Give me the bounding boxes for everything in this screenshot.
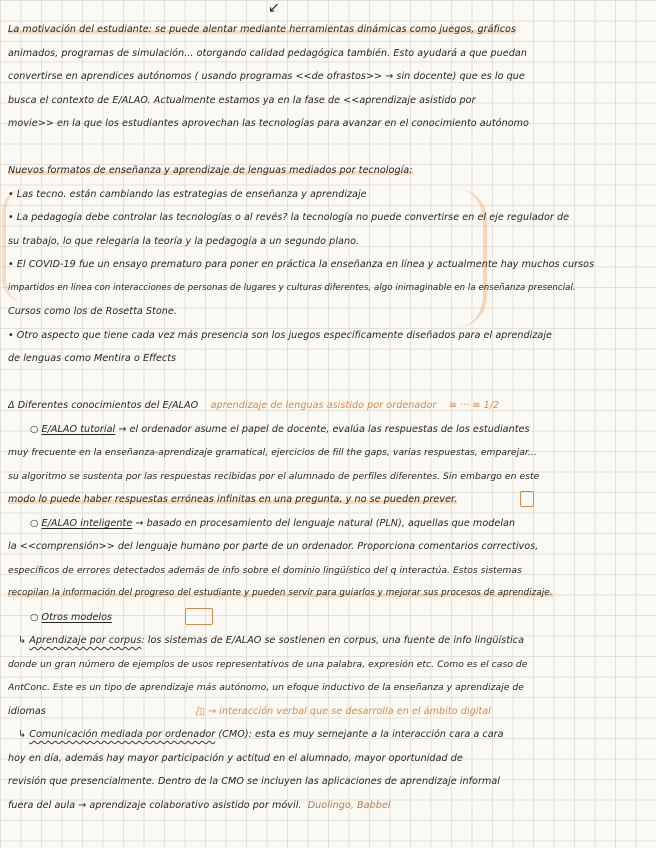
corpus-line-1: ↳ Aprendizaje por corpus: los sistemas de E/ALAO se sostienen en corpus, una fuente de info lingüística xyxy=(18,635,525,646)
bullet-2a: • La pedagogía debe controlar las tecnologías o al revés? la tecnología no puede convertirse en el eje regulador de xyxy=(8,212,570,223)
bullet-4b: de lenguas como Mentira o Effects xyxy=(8,353,177,364)
corpus-line-3: AntConc. Este es un tipo de aprendizaje más autónomo, un efoque inductivo de la enseñanza y aprendizaje de xyxy=(8,682,524,693)
intelligent-line-1: ○ E/ALAO inteligente → basado en procesamiento del lenguaje natural (PLN), aquellas que modelan xyxy=(30,517,516,529)
corpus-text-1: : los sistemas de E/ALAO se sostienen en corpus, una fuente de info lingüística xyxy=(141,635,525,646)
section-heading-ealao xyxy=(8,394,654,418)
intelligent-line-4 xyxy=(8,582,654,606)
other-models-line: ○ Otros modelos xyxy=(8,606,654,630)
intelligent-text-1: → basado en procesamiento del lenguaje natural (PLN), aquellas que modelan xyxy=(135,517,516,529)
tutorial-line-4 xyxy=(8,488,654,512)
cmo-line-1: ↳ Comunicación mediada por ordenador (CMO): esta es muy semejante a la interacción cara a cara xyxy=(18,729,504,740)
bullet-3b: impartidos en línea con interacciones de personas de lugares y culturas diferentes, algo inimaginable en la enseñanza presencial. xyxy=(8,282,576,293)
corpus-line-4 xyxy=(8,700,654,724)
doodle-computer-icon xyxy=(185,608,213,625)
intelligent-label: E/ALAO inteligente xyxy=(41,517,133,529)
handwritten-notes-page xyxy=(8,18,654,817)
section-heading-text: Nuevos formatos de enseñanza y aprendizaje de lenguas mediados por tecnología: xyxy=(8,165,413,176)
top-arrow-doodle: ↙ xyxy=(268,0,280,16)
tutorial-line-3: su algoritmo se sustenta por las respuestas recibidas por el alumnado de perfiles diferentes. Sin embargo en este xyxy=(8,470,540,482)
ealao-heading-text: Δ Diferentes conocimientos del E/ALAO xyxy=(8,400,199,411)
other-models-label: Otros modelos xyxy=(41,611,113,623)
intelligent-line-2: la <<comprensión>> del lenguaje humano por parte de un ordenador. Proporciona comentarios correctivos, xyxy=(8,541,539,552)
tutorial-line-2: muy frecuente en la enseñanza-aprendizaje gramatical, ejercicios de fill the gaps, varias respuestas, emparejar... xyxy=(8,447,537,458)
motivation-line-2: animados, programas de simulación... otorgando calidad pedagógica también. Esto ayudará a que puedan xyxy=(8,47,527,59)
bullet-2b: su trabajo, lo que relegaría la teoría y la pedagogía a un segundo plano. xyxy=(8,235,360,247)
bullet-4a: • Otro aspecto que tiene cada vez más presencia son los juegos específicamente diseñados para el aprendizaje xyxy=(8,329,553,341)
section-heading-new-formats xyxy=(8,159,654,183)
cmo-line-2: hoy en día, además hay mayor participación y actitud en el alumnado, mayor oportunidad de xyxy=(8,752,463,764)
corpus-note: → interacción verbal que se desarrolla en el ámbito digital xyxy=(208,705,491,717)
doodle-box-icon xyxy=(520,491,534,507)
motivation-line-5: movie>> en la que los estudiantes aprovechan las tecnologías para avanzar en el conocimiento autónomo xyxy=(8,118,529,129)
bullet-1: • Las tecno. están cambiando las estrategias de enseñanza y aprendizaje xyxy=(8,188,367,200)
ealao-heading-marks: ≡ ··· ≡ 1/2 xyxy=(448,400,500,411)
cmo-apps: Duolingo, Babbel xyxy=(307,799,391,811)
tutorial-label: E/ALAO tutorial xyxy=(41,423,116,435)
tutorial-text-1: → el ordenador asume el papel de docente, evalúa las respuestas de los estudiantes xyxy=(118,423,530,435)
bullet-3c: Cursos como los de Rosetta Stone. xyxy=(8,306,177,317)
corpus-text-4: idiomas xyxy=(8,705,46,717)
motivation-text-1: La motivación del estudiante: se puede alentar mediante herramientas dinámicas como juegos, gráficos xyxy=(8,24,516,35)
cmo-line-4 xyxy=(8,794,654,818)
ealao-heading-note: aprendizaje de lenguas asistido por ordenador xyxy=(210,400,437,411)
tutorial-text-4: modo lo puede haber respuestas erróneas infinitas en una pregunta, y no se pueden prever. xyxy=(8,494,458,505)
intelligent-line-3: específicos de errores detectados además de info sobre el dominio lingüístico del q interactúa. Estos sistemas xyxy=(8,564,522,576)
motivation-line-4: busca el contexto de E/ALAO. Actualmente estamos ya en la fase de <<aprendizaje asistido por xyxy=(8,94,476,106)
doodle-phone-icon: ⟅▯ xyxy=(195,705,205,717)
corpus-line-2: donde un gran número de ejemplos de usos representativos de una palabra, expresión etc. Como es el caso de xyxy=(8,658,528,670)
spacer xyxy=(8,136,654,160)
tutorial-line-1: ○ E/ALAO tutorial → el ordenador asume el papel de docente, evalúa las respuestas de los estudiantes xyxy=(30,423,530,435)
cmo-text-1: (CMO): esta es muy semejante a la interacción cara a cara xyxy=(218,729,504,740)
corpus-label: Aprendizaje por corpus xyxy=(29,635,142,646)
cmo-line-3: revisión que presencialmente. Dentro de la CMO se incluyen las aplicaciones de aprendizaje informal xyxy=(8,776,500,787)
bullet-3a: • El COVID-19 fue un ensayo prematuro para poner en práctica la enseñanza en línea y actualmente hay muchos cursos xyxy=(8,259,595,270)
motivation-line-1 xyxy=(8,18,654,42)
spacer xyxy=(8,371,654,395)
intelligent-text-4: recopilan la información del progreso del estudiante y pueden servir para guiarlos y mejorar sus procesos de aprendizaje. xyxy=(8,588,553,598)
cmo-label: Comunicación mediada por ordenador xyxy=(29,729,216,740)
cmo-text-4: fuera del aula → aprendizaje colaborativo asistido por móvil. xyxy=(8,799,302,811)
motivation-line-3: convertirse en aprendices autónomos ( usando programas <<de ofrastos>> → sin docente) que es lo que xyxy=(8,71,525,82)
